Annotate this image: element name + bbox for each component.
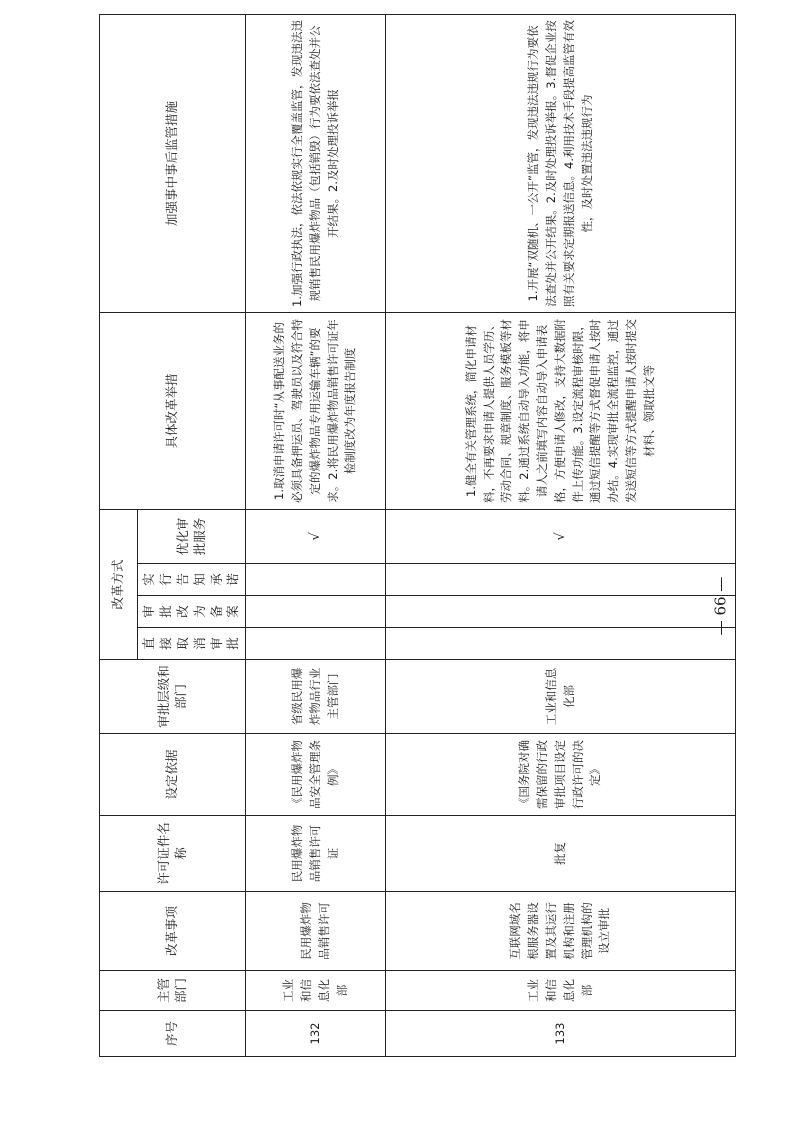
header-reform-method: 改革方式 [100, 509, 138, 659]
header-serial: 序号 [100, 1011, 246, 1057]
header-item: 改革事项 [100, 892, 246, 971]
cell-serial: 133 [386, 1011, 736, 1057]
cell-approval-level: 工业和信息化部 [386, 660, 736, 734]
cell-supervision: 1.开展“双随机、一公开”监管，发现违法违规行为要依法查处并公开结果。2.及时处理投诉举报。3.督促企业按照有关要求定期报送信息。4.利用技术手段提高监管有效性，及时处置违法违规行为 [386, 14, 736, 312]
header-method-notify: 实行告知承诺 [138, 564, 246, 596]
header-license-name: 许可证件名称 [100, 816, 246, 892]
cell-measures: 1.健全有关管理系统，简化申请材料，不再要求申请人提供人员学历、劳动合同、规章制度、服务模板等材料。2.通过系统自动导入功能，将申请人之前填写内容自动导入申请表格，方便申请人修改，支持大数据附件上传功能。3.设定流程审核时限，通过短信提醒等方式督促申请人按时办结。4.实现审批全流程监控，通过发送短信等方式提醒申请人按时提交材料、领取批文等 [386, 312, 736, 509]
cell-license-name: 批复 [386, 816, 736, 892]
cell-method-notify [386, 564, 736, 596]
header-method-optimize: 优化审批服务 [138, 509, 246, 563]
header-supervision: 加强事中事后监管措施 [100, 14, 246, 312]
cell-department: 工业和信息化部 [246, 971, 386, 1011]
rotated-table-frame [99, 20, 675, 1057]
header-method-record: 审批改为备案 [138, 596, 246, 628]
cell-method-cancel [246, 628, 386, 660]
cell-serial: 132 [246, 1011, 386, 1057]
header-method-cancel: 直接取消审批 [138, 628, 246, 660]
cell-method-notify [246, 564, 386, 596]
cell-basis: 《国务院对确需保留的行政审批项目设定行政许可的决定》 [386, 734, 736, 816]
table-row [386, 14, 736, 1056]
cell-method-optimize-check: √ [386, 509, 736, 563]
cell-supervision: 1.加强行政执法，依法依规实行全覆盖监管，发现违法违规销售民用爆炸物品（包括销毁）行为要依法查处并公开结果。2.及时处理投诉举报 [246, 14, 386, 312]
cell-department: 工业和信息化部 [386, 971, 736, 1011]
cell-approval-level: 省级民用爆炸物品行业主管部门 [246, 660, 386, 734]
header-approval-level: 审批层级和部门 [100, 660, 246, 734]
cell-method-record [246, 596, 386, 628]
cell-license-name: 民用爆炸物品销售许可证 [246, 816, 386, 892]
cell-method-optimize-check: √ [246, 509, 386, 563]
cell-method-cancel [386, 628, 736, 660]
cell-item: 互联网域名根服务器设置及其运行机构和注册管理机构的设立审批 [386, 892, 736, 971]
page-number [700, 561, 740, 651]
cell-measures: 1.取消申请许可时“从事配送业务的必须具备押运员、驾驶员以及符合特定的爆炸物品专用运输车辆”的要求。2.将民用爆炸物品销售许可证年检制度改为年度报告制度 [246, 312, 386, 509]
header-basis: 设定依据 [100, 734, 246, 816]
reform-table [99, 14, 736, 1057]
table-row [246, 14, 386, 1056]
cell-item: 民用爆炸物品销售许可 [246, 892, 386, 971]
header-department: 主管部门 [100, 971, 246, 1011]
cell-basis: 《民用爆炸物品安全管理条例》 [246, 734, 386, 816]
header-measures: 具体改革举措 [100, 312, 246, 509]
cell-method-record [386, 596, 736, 628]
page-number-text: — 66 — [711, 576, 729, 636]
